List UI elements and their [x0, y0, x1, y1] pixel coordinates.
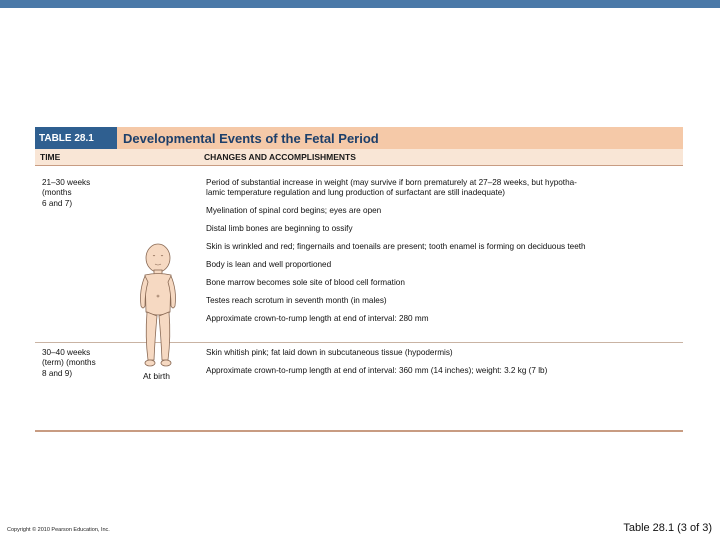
period-cell — [42, 178, 112, 209]
period-text: 21–30 weeks — [42, 178, 91, 187]
event-item: Approximate crown-to-rump length at end of interval: 360 mm (14 inches); weight: 3.2 kg (7 lb) — [206, 366, 548, 375]
newborn-illustration — [135, 242, 181, 372]
table-title: Developmental Events of the Fetal Period — [117, 127, 683, 149]
row-divider — [35, 342, 683, 343]
developmental-events-table — [35, 127, 683, 394]
event-item: lamic temperature regulation and lung production of surfactant are still inadequate) — [206, 188, 506, 197]
copyright-notice: Copyright © 2010 Pearson Education, Inc. — [7, 527, 110, 533]
event-item: Body is lean and well proportioned — [206, 260, 332, 269]
event-item: Myelination of spinal cord begins; eyes are open — [206, 206, 382, 215]
event-item: Skin whitish pink; fat laid down in subcutaneous tissue (hypodermis) — [206, 348, 453, 357]
event-item: Approximate crown-to-rump length at end of interval: 280 mm — [206, 314, 429, 323]
period-text: 6 and 7) — [42, 198, 73, 208]
event-item: Skin is wrinkled and red; fingernails and toenails are present; tooth enamel is forming on deciduous teeth — [206, 242, 586, 251]
header-changes: CHANGES AND ACCOMPLISHMENTS — [204, 152, 356, 162]
period-text: 8 and 9) — [42, 368, 73, 378]
period-text: (months — [42, 188, 72, 198]
event-item: Period of substantial increase in weight (may survive if born prematurely at 27–28 weeks, but hypotha- — [206, 178, 577, 187]
header-time: TIME — [40, 152, 61, 162]
slide-label: Table 28.1 (3 of 3) — [623, 522, 712, 534]
table-bottom-rule — [35, 430, 683, 432]
table-title-row — [35, 127, 683, 149]
table-body — [35, 166, 683, 394]
table-number-label: TABLE 28.1 — [35, 127, 117, 149]
table-header-row — [35, 149, 683, 166]
period-text: (term) (months — [42, 358, 96, 368]
figure-caption: At birth — [143, 371, 170, 381]
event-item: Distal limb bones are beginning to ossify — [206, 224, 353, 233]
event-item: Bone marrow becomes sole site of blood cell formation — [206, 278, 405, 287]
top-accent-bar — [0, 0, 720, 8]
event-item: Testes reach scrotum in seventh month (in males) — [206, 296, 387, 305]
period-text: 30–40 weeks — [42, 348, 91, 357]
period-cell — [42, 348, 112, 379]
